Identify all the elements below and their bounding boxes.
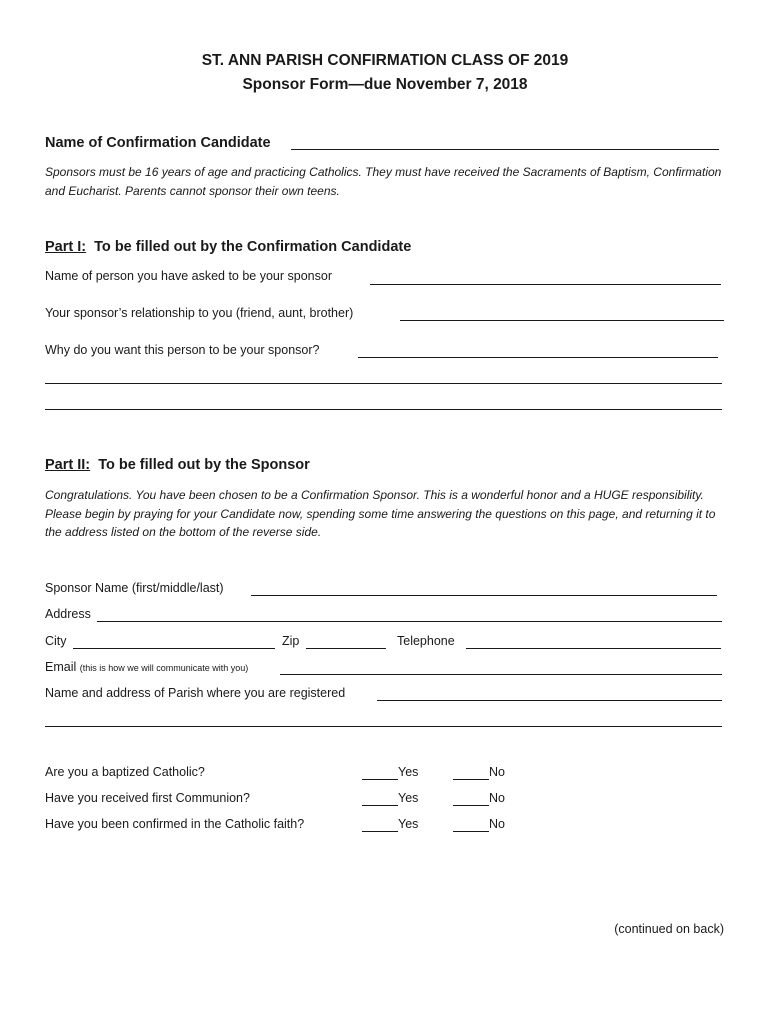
yes-blank[interactable] — [362, 805, 398, 806]
email-label: Email — [45, 660, 77, 674]
parish-field[interactable] — [377, 700, 722, 701]
city-label: City — [45, 634, 67, 648]
part2-heading-prefix: Part II: — [45, 457, 91, 473]
why-sponsor-field[interactable] — [358, 357, 718, 358]
no-blank[interactable] — [453, 779, 489, 780]
no-label: No — [489, 765, 505, 779]
email-note: (this is how we will communicate with you) — [79, 663, 249, 673]
part1-heading — [45, 239, 411, 255]
no-blank[interactable] — [453, 805, 489, 806]
address-field[interactable] — [97, 621, 722, 622]
email-field[interactable] — [280, 674, 722, 675]
yes-label: Yes — [398, 791, 419, 805]
part2-heading-text: To be filled out by the Sponsor — [98, 457, 310, 473]
sponsor-name-field[interactable] — [251, 595, 717, 596]
question-text: Have you been confirmed in the Catholic faith? — [45, 817, 305, 831]
yes-label: Yes — [398, 765, 419, 779]
email-label-group — [45, 660, 248, 674]
sponsor-name-label: Sponsor Name (first/middle/last) — [45, 581, 224, 595]
zip-field[interactable] — [306, 648, 386, 649]
city-field[interactable] — [73, 648, 275, 649]
relationship-label: Your sponsor’s relationship to you (friend, aunt, brother) — [45, 306, 354, 320]
part1-heading-prefix: Part I: — [45, 239, 87, 255]
zip-label: Zip — [282, 634, 300, 648]
continued-note: (continued on back) — [614, 922, 724, 936]
sponsor-choice-field[interactable] — [370, 284, 721, 285]
telephone-field[interactable] — [466, 648, 721, 649]
yes-label: Yes — [398, 817, 419, 831]
no-blank[interactable] — [453, 831, 489, 832]
question-text: Have you received first Communion? — [45, 791, 250, 805]
why-sponsor-field-line-3[interactable] — [45, 409, 722, 410]
sponsor-choice-label: Name of person you have asked to be your sponsor — [45, 269, 332, 283]
telephone-label: Telephone — [397, 634, 455, 648]
sponsor-requirements-note: Sponsors must be 16 years of age and practicing Catholics. They must have received the Sacraments of Baptism, Confirmation and Eucharist. Parents cannot sponsor their own teens. — [45, 165, 722, 198]
why-sponsor-field-line-2[interactable] — [45, 383, 722, 384]
no-label: No — [489, 817, 505, 831]
question-text: Are you a baptized Catholic? — [45, 765, 205, 779]
parish-field-line-2[interactable] — [45, 726, 722, 727]
candidate-name-field[interactable] — [291, 149, 719, 150]
part1-heading-text: To be filled out by the Confirmation Candidate — [94, 239, 412, 255]
yes-blank[interactable] — [362, 831, 398, 832]
address-label: Address — [45, 607, 91, 621]
yes-blank[interactable] — [362, 779, 398, 780]
parish-label: Name and address of Parish where you are registered — [45, 686, 346, 700]
why-sponsor-label: Why do you want this person to be your sponsor? — [45, 343, 320, 357]
part2-intro: Congratulations. You have been chosen to be a Confirmation Sponsor. This is a wonderful honor and a HUGE responsibility. Please begin by praying for your Candidate now, spending some time answering the questions on this page, and returning it to the address listed on the bottom of the reverse side. — [45, 488, 716, 539]
candidate-name-label: Name of Confirmation Candidate — [45, 135, 271, 151]
form-subtitle: Sponsor Form—due November 7, 2018 — [242, 76, 528, 93]
relationship-field[interactable] — [400, 320, 724, 321]
no-label: No — [489, 791, 505, 805]
form-title: ST. ANN PARISH CONFIRMATION CLASS OF 2019 — [201, 52, 569, 69]
part2-heading — [45, 457, 310, 473]
